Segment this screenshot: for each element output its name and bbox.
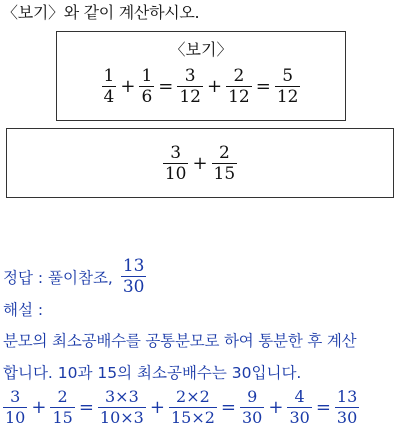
- fraction: $\frac{2}{15}$: [213, 142, 236, 184]
- fraction: $\frac{2}{15}$: [52, 387, 73, 427]
- problem-box: [6, 128, 394, 198]
- fraction: $\frac{9}{30}$: [242, 387, 263, 427]
- example-title: 〈보기〉: [169, 40, 233, 59]
- equals-sign: =: [255, 76, 271, 97]
- plus-sign: +: [120, 76, 136, 97]
- instruction-text: 〈보기〉와 같이 계산하시오.: [2, 3, 200, 22]
- answer-line: [3, 256, 149, 297]
- plus-sign: +: [268, 397, 284, 418]
- equals-sign: =: [315, 397, 331, 418]
- fraction: $\frac{2}{12}$: [228, 66, 250, 107]
- fraction: $\frac{3}{10}$: [164, 142, 187, 184]
- fraction: $\frac{1}{6}$: [141, 66, 153, 107]
- plus-sign: +: [207, 76, 223, 97]
- fraction: $\frac{13}{30}$: [336, 387, 358, 427]
- explanation-line-1: 분모의 최소공배수를 공통분모로 하여 통분한 후 계산: [3, 332, 357, 350]
- fraction: $\frac{2\times 2}{15\times 2}$: [170, 387, 215, 427]
- fraction: $\frac{5}{12}$: [276, 66, 299, 107]
- explanation-line-2: 합니다. 10과 15의 최소공배수는 30입니다.: [3, 364, 302, 382]
- answer-label: 정답 : 풀이참조,: [3, 268, 113, 287]
- fraction: $\frac{3}{10}$: [5, 387, 26, 427]
- answer-fraction: $\frac{13}{30}$: [122, 256, 145, 297]
- equals-sign: =: [78, 397, 94, 418]
- example-box: [56, 31, 346, 121]
- plus-sign: +: [31, 397, 47, 418]
- example-expression: [57, 66, 345, 107]
- fraction: $\frac{3}{12}$: [179, 66, 201, 107]
- equals-sign: =: [220, 397, 236, 418]
- explanation-calculation: [0, 387, 362, 428]
- equals-sign: =: [158, 76, 174, 97]
- fraction: $\frac{1}{4}$: [103, 66, 115, 107]
- fraction: $\frac{3\times 3}{10\times 3}$: [99, 387, 144, 427]
- plus-sign: +: [192, 152, 208, 174]
- plus-sign: +: [149, 397, 165, 418]
- explanation-label: 해설 :: [3, 301, 44, 319]
- fraction: $\frac{4}{30}$: [289, 387, 310, 427]
